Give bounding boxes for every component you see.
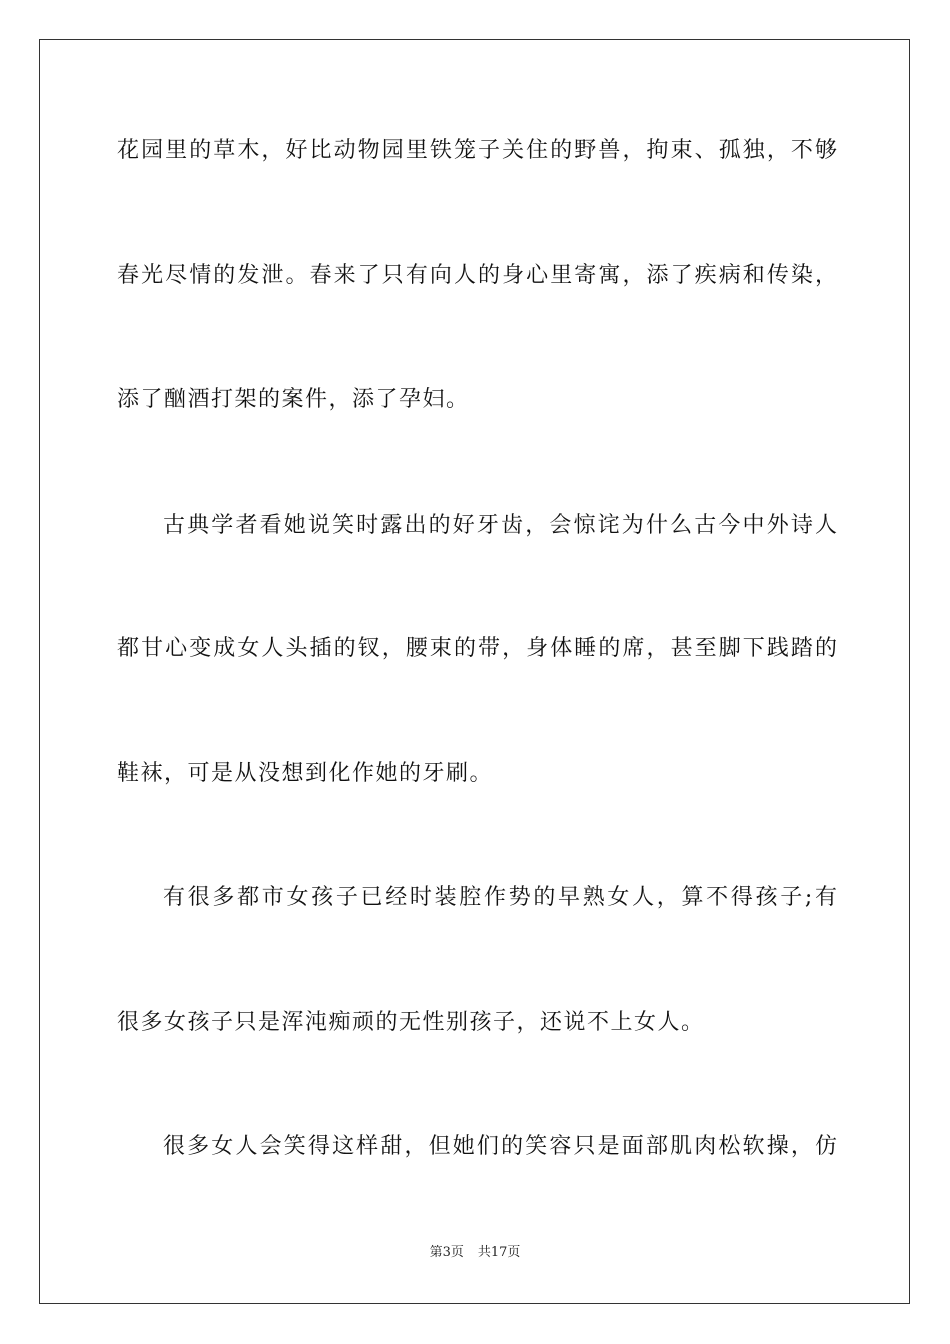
text-line-7: 有很多都市女孩子已经时装腔作势的早熟女人，算不得孩子;有 (163, 885, 837, 910)
text-line-2: 春光尽情的发泄。春来了只有向人的身心里寄寓，添了疾病和传染， (117, 263, 837, 288)
page-number: 第3页 (429, 1245, 464, 1260)
page-border (39, 39, 910, 1304)
text-line-9: 很多女人会笑得这样甜，但她们的笑容只是面部肌肉松软操，仿 (163, 1134, 837, 1159)
text-line-5: 都甘心变成女人头插的钗，腰束的带，身体睡的席，甚至脚下践踏的 (117, 636, 837, 661)
text-line-8: 很多女孩子只是浑沌痴顽的无性别孩子，还说不上女人。 (117, 1010, 705, 1035)
page-total: 共17页 (477, 1245, 521, 1260)
page-footer (0, 1244, 950, 1262)
text-line-4: 古典学者看她说笑时露出的好牙齿，会惊诧为什么古今中外诗人 (163, 513, 837, 538)
text-line-6: 鞋袜，可是从没想到化作她的牙刷。 (117, 761, 494, 786)
text-line-1: 花园里的草木，好比动物园里铁笼子关住的野兽，拘束、孤独，不够 (117, 138, 837, 163)
text-line-3: 添了酗酒打架的案件，添了孕妇。 (117, 387, 470, 412)
